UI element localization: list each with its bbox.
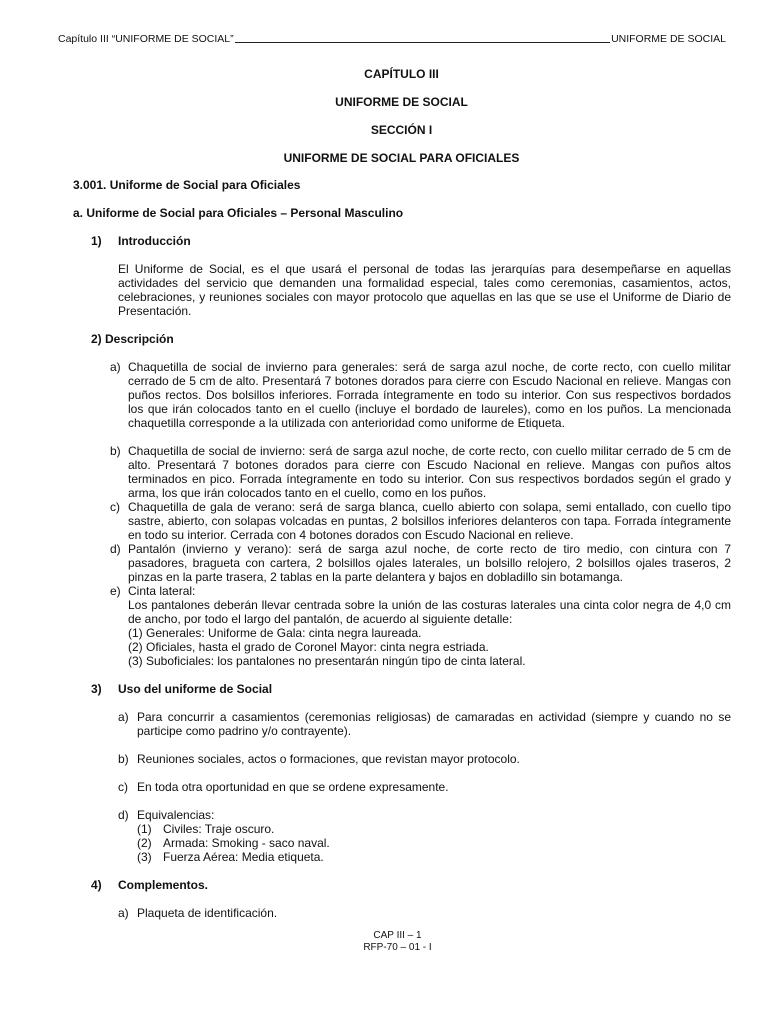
uso-heading-num: 3) [91,682,102,696]
list-item-label: e) [110,584,121,598]
list-item [118,906,731,920]
equivalencias-content [137,808,731,864]
footer-page-number: CAP III – 1 [373,930,422,941]
list-item [110,444,731,500]
header-rule [235,42,610,43]
list-item-text: Reuniones sociales, actos o formaciones, que revistan mayor protocolo. [137,752,520,766]
cinta-lateral-content [128,584,731,668]
main-title: UNIFORME DE SOCIAL [335,95,468,109]
uso-heading: Uso del uniforme de Social [118,682,273,696]
equiv-num: (3) [137,850,152,864]
list-item-label: c) [118,780,128,794]
list-item-label: b) [110,444,121,458]
header-right: UNIFORME DE SOCIAL [611,33,726,45]
descripcion-heading: 2) Descripción [91,332,174,346]
list-item-text: Para concurrir a casamientos (ceremonias religiosas) de camaradas en actividad (siempre y cuando no se participe como padrino y/o contrayente). [137,710,731,738]
list-item-label: a) [118,906,129,920]
list-item-text: Chaquetilla de gala de verano: será de sarga blanca, cuello abierto con solapa, semi entallado, con cuello tipo sastre, abierto, con solapas volcadas en puntas, 2 bolsillos inferiores delanteros con tapa. Forrada íntegramente en todo su interior. Cerrada con 4 botones dorados con Escudo Nacional en relieve. [128,500,731,542]
equiv-line [137,822,731,836]
article-heading: 3.001. Uniforme de Social para Oficiales [73,178,301,192]
cinta-lateral-text: Los pantalones deberán llevar centrada sobre la unión de las costuras laterales una cinta color negra de 4,0 cm de ancho, por todo el largo del pantalón, de acuerdo al siguiente detalle: [128,598,731,626]
list-item-label: d) [118,808,129,822]
cinta-line: (3) Suboficiales: los pantalones no presentarán ningún tipo de cinta lateral. [128,654,526,668]
equiv-line [137,836,731,850]
equivalencias-item [118,808,731,864]
subsection-a-heading: a. Uniforme de Social para Oficiales – Personal Masculino [73,206,404,220]
list-item-text: Pantalón (invierno y verano): será de sarga azul noche, de corte recto de tiro medio, con cintura con 7 pasadores, bragueta con cartera, 2 bolsillos ojales laterales, un bolsillo relojero, 2 bolsillos ojales traseros, 2 pinzas en la parte trasera, 2 tablas en la parte delantera y bajos en dobladillo sin botamanga. [128,542,731,584]
complementos-heading: Complementos. [118,878,209,892]
list-item-label: a) [118,710,129,724]
equiv-text: Armada: Smoking - saco naval. [163,836,330,850]
page-header [58,33,726,45]
complementos-heading-num: 4) [91,878,102,892]
list-item [110,500,731,542]
intro-heading-num: 1) [91,234,102,248]
list-item-text: Chaquetilla de social de invierno: será de sarga azul noche, de corte recto, con cuello militar cerrado de 5 cm de alto. Presentará 7 botones dorados para cierre con Escudo Nacional en relieve. Mangas con puños altos terminados en pico. Forrada íntegramente en todo su interior. Con sus respectivos bordados según el grado y arma, los que irán colocados tanto en el cuello, como en los puños. [128,444,731,500]
list-item-text: En toda otra oportunidad en que se ordene expresamente. [137,780,449,794]
chapter-title: CAPÍTULO III [364,67,439,81]
list-item [118,710,731,738]
equiv-line [137,850,731,864]
list-item [118,752,731,766]
intro-paragraph: El Uniforme de Social, es el que usará el personal de todas las jerarquías para desempeñarse en aquellas actividades del servicio que demanden una formalidad especial, tales como ceremonias, casamientos, actos, celebraciones, y reuniones sociales con mayor protocolo que aquellas en las que se use el Uniforme de Diario de Presentación. [118,262,731,318]
equivalencias-title: Equivalencias: [137,808,215,822]
list-item-label: d) [110,542,121,556]
list-item [110,360,731,444]
list-item [118,780,731,794]
equiv-num: (1) [137,822,152,836]
intro-heading: Introducción [118,234,191,248]
list-item-label: a) [110,360,121,374]
header-left: Capítulo III “UNIFORME DE SOCIAL” [58,33,234,45]
section-title: SECCIÓN I [370,123,433,137]
list-item-text: Chaquetilla de social de invierno para generales: será de sarga azul noche, de corte recto, con cuello militar cerrado de 5 cm de alto. Presentará 7 botones dorados para cierre con Escudo Nacional en relieve. Mangas con puños rectos. Dos bolsillos inferiores. Forrada íntegramente en todo su interior. Con sus respectivos bordados los que irán colocados tanto en el cuello (incluye el bordado de laureles), como en los puños. La mencionada chaquetilla corresponde a la utilizada con anterioridad como uniforme de Etiqueta. [128,360,731,430]
cinta-lateral-item [110,584,731,668]
cinta-line: (1) Generales: Uniforme de Gala: cinta negra laureada. [128,626,422,640]
list-item [110,542,731,584]
equiv-text: Civiles: Traje oscuro. [163,822,275,836]
cinta-line: (2) Oficiales, hasta el grado de Coronel Mayor: cinta negra estriada. [128,640,489,654]
subtitle: UNIFORME DE SOCIAL PARA OFICIALES [283,151,520,165]
list-item-text: Plaqueta de identificación. [137,906,278,920]
list-item-label: c) [110,500,120,514]
footer-document-code: RFP-70 – 01 - I [363,942,432,953]
cinta-lateral-title: Cinta lateral: [128,584,196,598]
equiv-num: (2) [137,836,152,850]
equiv-text: Fuerza Aérea: Media etiqueta. [163,850,324,864]
list-item-label: b) [118,752,129,766]
